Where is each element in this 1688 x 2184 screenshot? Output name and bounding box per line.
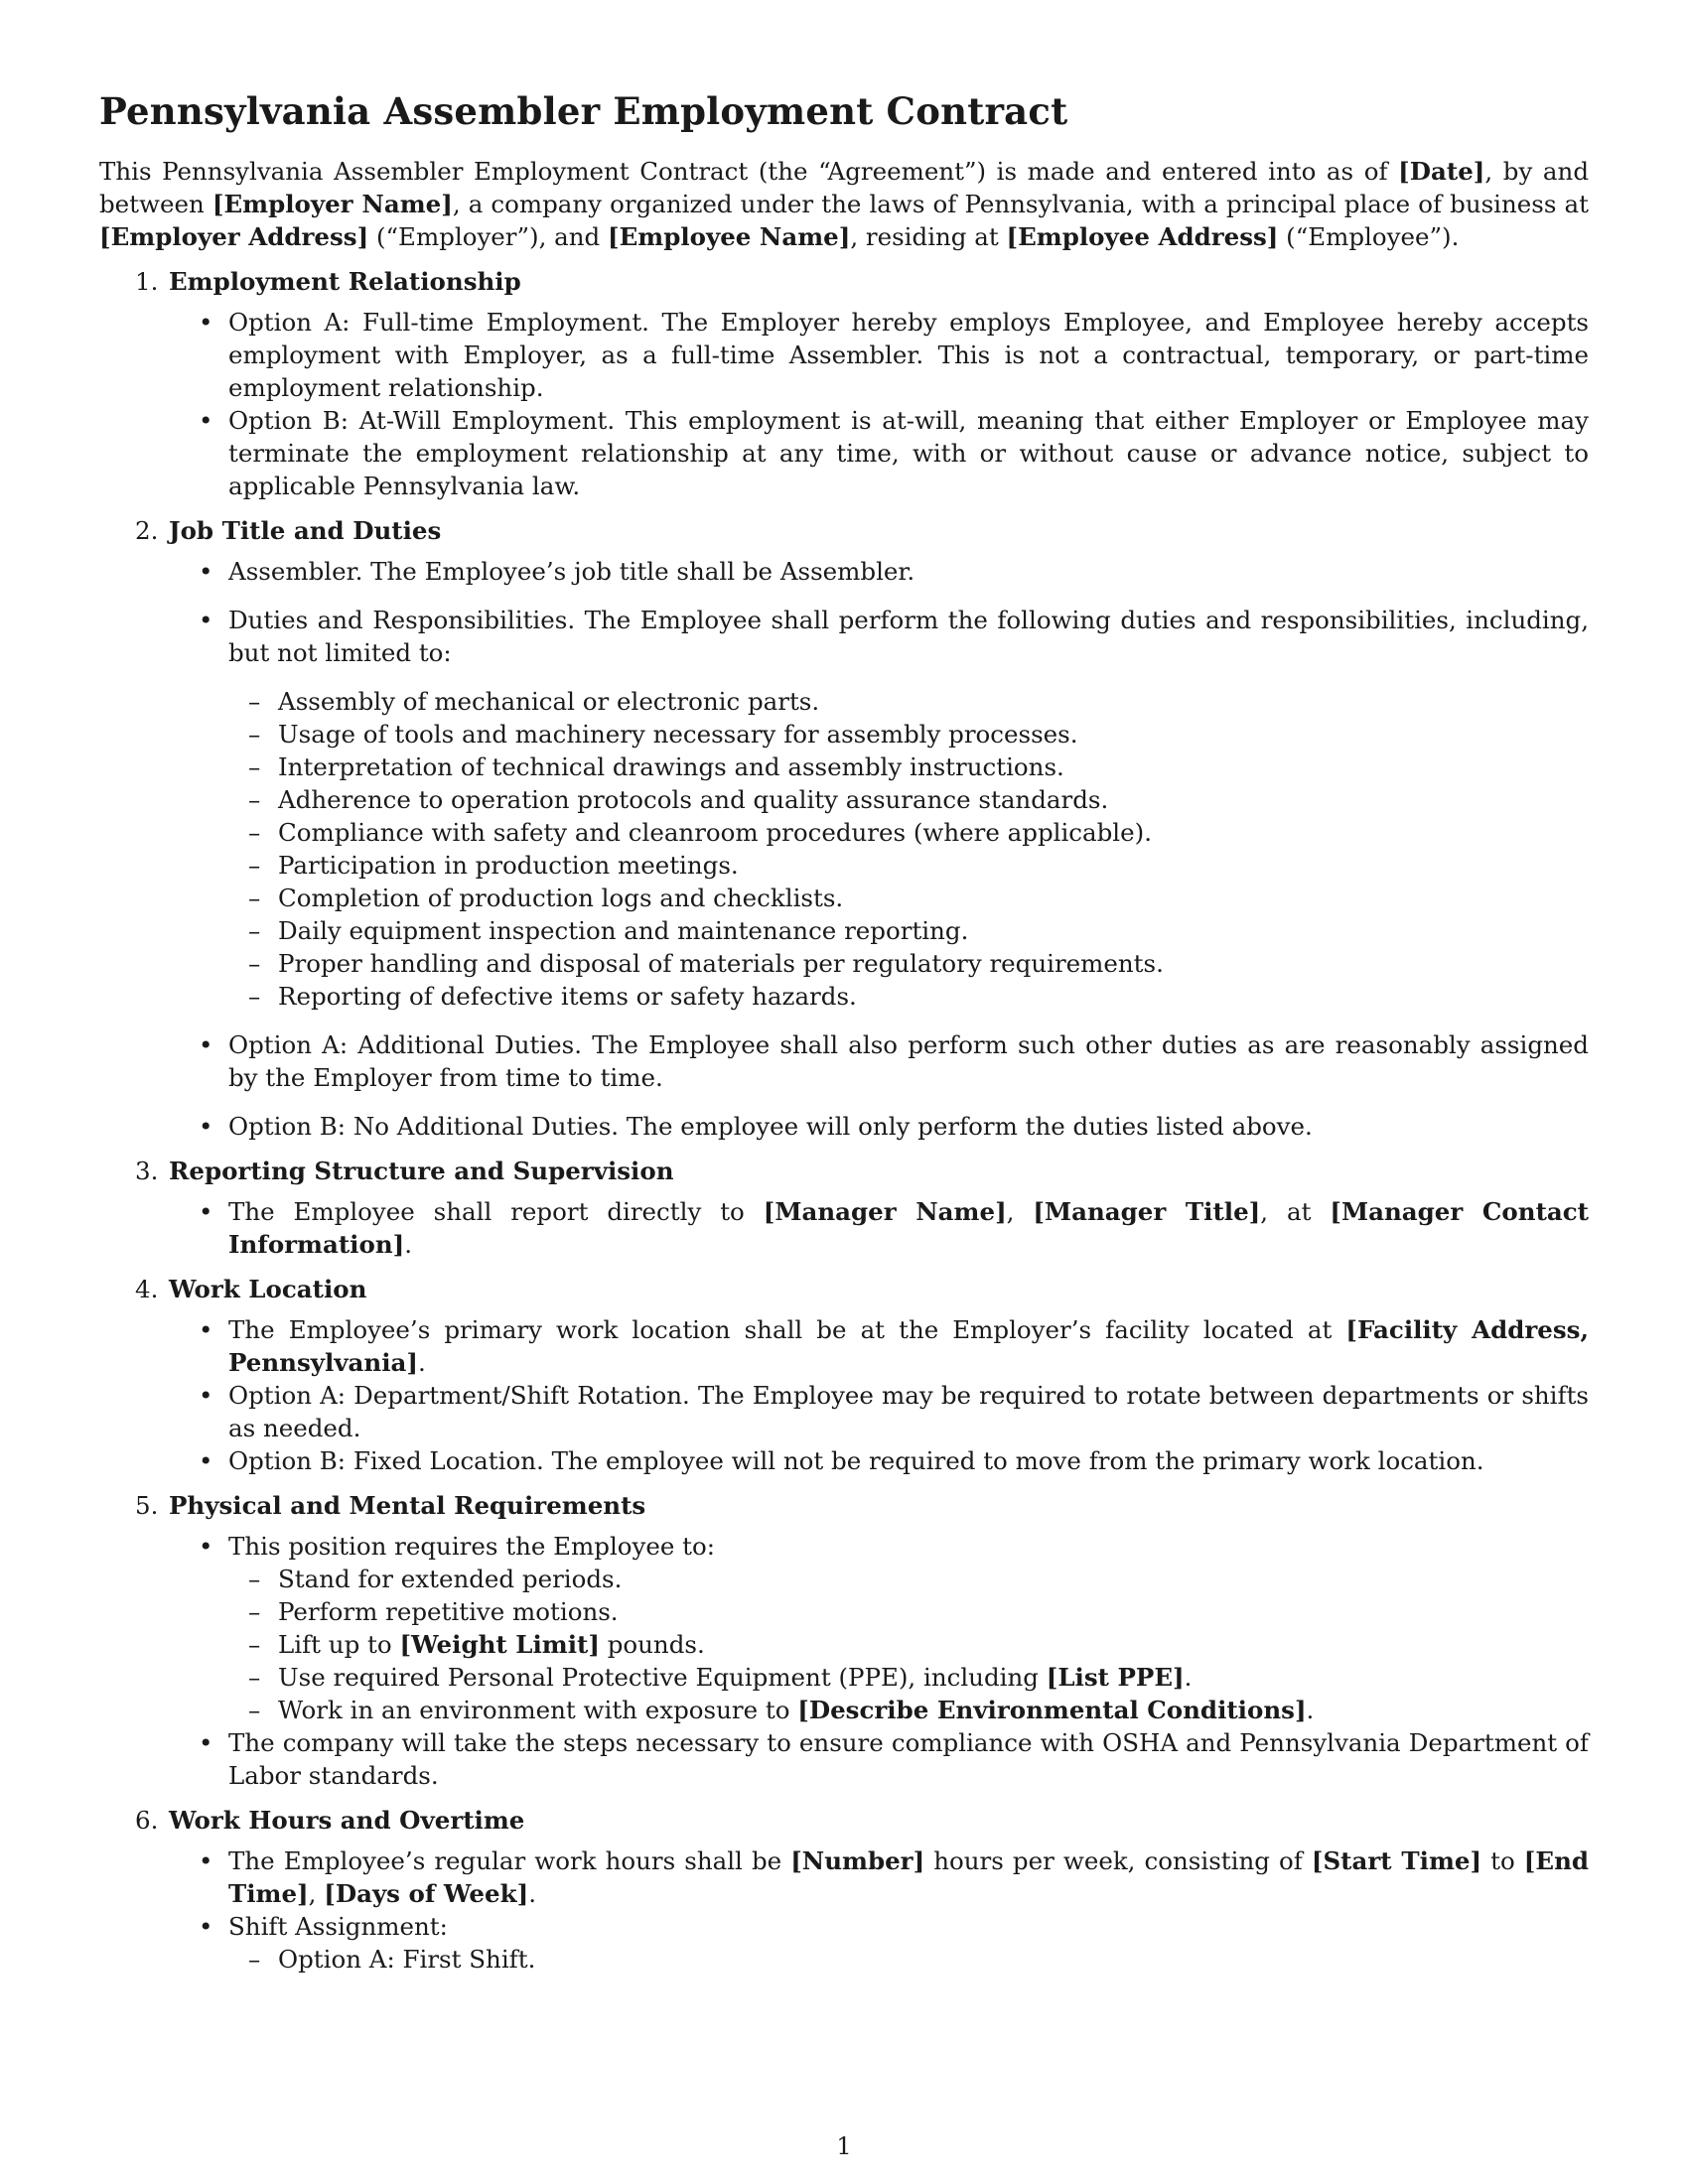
bullet-item: • Assembler. The Employee’s job title shall be Assembler. xyxy=(99,555,1589,588)
bullet-list xyxy=(99,1313,1589,1477)
intro-text: This Pennsylvania Assembler Employment Contract (the “Agreement”) is made and entered into as of xyxy=(99,157,1399,186)
bullet-item: • Option B: No Additional Duties. The employee will only perform the duties listed above. xyxy=(99,1110,1589,1143)
page-number: 1 xyxy=(836,2132,852,2160)
document-page xyxy=(99,89,1589,1987)
duty-item: – Daily equipment inspection and maintenance reporting. xyxy=(228,914,1589,947)
intro-text: (“Employer”), and xyxy=(368,222,609,251)
section-number: 1. xyxy=(135,267,159,296)
section-heading xyxy=(99,265,1589,298)
bullet-item: • The company will take the steps necessary to ensure compliance with OSHA and Pennsylvania Department of Labor standards. xyxy=(99,1726,1589,1792)
section-title: Employment Relationship xyxy=(169,267,521,296)
section-title: Physical and Mental Requirements xyxy=(169,1491,646,1520)
section-heading xyxy=(99,1155,1589,1187)
requirements-list xyxy=(228,1563,1589,1726)
bullet-text: The Employee’s regular work hours shall be xyxy=(228,1846,791,1875)
section-title: Job Title and Duties xyxy=(169,516,442,545)
intro-text: (“Employee”). xyxy=(1278,222,1460,251)
end-time-placeholder: [End Time] xyxy=(228,1846,1590,1908)
days-of-week-placeholder: [Days of Week] xyxy=(324,1879,529,1908)
bullet-item xyxy=(99,1195,1589,1261)
bullet-text: Duties and Responsibilities. The Employee shall perform the following duties and responsibilities, including, but not limited to: xyxy=(228,606,1589,667)
bullet-item xyxy=(99,604,1589,1013)
section-job-title-duties xyxy=(99,514,1589,1143)
duty-item: – Participation in production meetings. xyxy=(228,849,1589,882)
weight-limit-placeholder: [Weight Limit] xyxy=(399,1630,600,1659)
section-physical-mental-requirements xyxy=(99,1489,1589,1792)
bullet-text: The Employee shall report directly to xyxy=(228,1197,764,1226)
bullet-list xyxy=(99,1844,1589,1976)
requirement-item xyxy=(228,1628,1589,1661)
section-title: Work Location xyxy=(169,1275,367,1303)
intro-text: , by and between xyxy=(99,157,1589,218)
requirement-item: – Stand for extended periods. xyxy=(228,1563,1589,1595)
bullet-text: Shift Assignment: xyxy=(228,1912,448,1941)
bullet-list xyxy=(99,306,1589,502)
requirement-item xyxy=(228,1661,1589,1694)
employer-address-placeholder: [Employer Address] xyxy=(99,222,369,251)
bullet-item xyxy=(99,1313,1589,1379)
shift-option-item: – Option A: First Shift. xyxy=(228,1943,1589,1976)
bullet-item: • Option B: At-Will Employment. This employment is at-will, meaning that either Employer or Employee may terminate the employment relationship at any time, with or without cause or advance notice, subject to applicable Pennsylvania law. xyxy=(99,404,1589,502)
employer-name-placeholder: [Employer Name] xyxy=(211,190,453,218)
bullet-item: • Option B: Fixed Location. The employee will not be required to move from the primary work location. xyxy=(99,1444,1589,1477)
requirement-text: . xyxy=(1184,1663,1193,1692)
section-number: 4. xyxy=(135,1275,159,1303)
requirement-text: pounds. xyxy=(599,1630,705,1659)
bullet-list xyxy=(99,1195,1589,1261)
sections-list xyxy=(99,265,1589,1976)
bullet-text: , xyxy=(1006,1197,1034,1226)
bullet-text: to xyxy=(1481,1846,1524,1875)
hours-number-placeholder: [Number] xyxy=(790,1846,925,1875)
section-title: Reporting Structure and Supervision xyxy=(169,1157,674,1185)
section-number: 2. xyxy=(135,516,159,545)
duty-item: – Adherence to operation protocols and quality assurance standards. xyxy=(228,783,1589,816)
manager-contact-placeholder: [Manager Contact Information] xyxy=(228,1197,1589,1259)
duty-item: – Assembly of mechanical or electronic parts. xyxy=(228,685,1589,718)
section-work-hours-overtime xyxy=(99,1804,1589,1976)
manager-title-placeholder: [Manager Title] xyxy=(1033,1197,1261,1226)
bullet-item: • Option A: Full-time Employment. The Employer hereby employs Employee, and Employee hereby accepts employment with Employer, as a full-time Assembler. This is not a contractual, temporary, or part-time employment relationship. xyxy=(99,306,1589,404)
manager-name-placeholder: [Manager Name] xyxy=(763,1197,1007,1226)
requirement-text: Lift up to xyxy=(278,1630,400,1659)
duty-item: – Proper handling and disposal of materials per regulatory requirements. xyxy=(228,947,1589,980)
facility-address-placeholder: [Facility Address, Pennsylvania] xyxy=(228,1315,1589,1377)
section-work-location xyxy=(99,1273,1589,1477)
requirement-text: Work in an environment with exposure to xyxy=(278,1696,798,1724)
bullet-list xyxy=(99,555,1589,1143)
bullet-text: . xyxy=(418,1348,426,1377)
ppe-list-placeholder: [List PPE] xyxy=(1046,1663,1185,1692)
bullet-text: This position requires the Employee to: xyxy=(228,1532,716,1561)
requirement-item xyxy=(228,1694,1589,1726)
employee-name-placeholder: [Employee Name] xyxy=(608,222,851,251)
bullet-item: • Option A: Department/Shift Rotation. The Employee may be required to rotate between departments or shifts as needed. xyxy=(99,1379,1589,1444)
environmental-conditions-placeholder: [Describe Environmental Conditions] xyxy=(797,1696,1307,1724)
requirement-text: Use required Personal Protective Equipment (PPE), including xyxy=(278,1663,1047,1692)
bullet-item xyxy=(99,1910,1589,1976)
section-heading xyxy=(99,1804,1589,1837)
section-heading xyxy=(99,514,1589,547)
bullet-item xyxy=(99,1844,1589,1910)
bullet-item: • Option A: Additional Duties. The Employee shall also perform such other duties as are reasonably assigned by the Employer from time to time. xyxy=(99,1028,1589,1094)
date-placeholder: [Date] xyxy=(1398,157,1485,186)
intro-text: , a company organized under the laws of Pennsylvania, with a principal place of business at xyxy=(452,190,1589,218)
shift-options-list xyxy=(228,1943,1589,1976)
bullet-text: The Employee’s primary work location shall be at the Employer’s facility located at xyxy=(228,1315,1346,1344)
employee-address-placeholder: [Employee Address] xyxy=(1006,222,1279,251)
section-number: 3. xyxy=(135,1157,159,1185)
duty-item: – Interpretation of technical drawings and assembly instructions. xyxy=(228,751,1589,783)
document-title: Pennsylvania Assembler Employment Contract xyxy=(99,89,1068,133)
section-reporting-structure xyxy=(99,1155,1589,1261)
bullet-text: , xyxy=(308,1879,325,1908)
bullet-text: . xyxy=(528,1879,536,1908)
section-number: 5. xyxy=(135,1491,159,1520)
section-number: 6. xyxy=(135,1806,159,1835)
duty-item: – Reporting of defective items or safety hazards. xyxy=(228,980,1589,1013)
duties-list xyxy=(228,685,1589,1013)
requirement-item: – Perform repetitive motions. xyxy=(228,1595,1589,1628)
intro-paragraph xyxy=(99,155,1589,253)
section-heading xyxy=(99,1273,1589,1305)
bullet-text: hours per week, consisting of xyxy=(924,1846,1312,1875)
section-title: Work Hours and Overtime xyxy=(169,1806,525,1835)
section-heading xyxy=(99,1489,1589,1522)
duty-item: – Completion of production logs and checklists. xyxy=(228,882,1589,914)
duty-item: – Compliance with safety and cleanroom procedures (where applicable). xyxy=(228,816,1589,849)
bullet-text: . xyxy=(404,1230,413,1259)
duty-item: – Usage of tools and machinery necessary for assembly processes. xyxy=(228,718,1589,751)
intro-text: , residing at xyxy=(850,222,1007,251)
bullet-text: , at xyxy=(1260,1197,1331,1226)
bullet-list xyxy=(99,1530,1589,1792)
section-employment-relationship xyxy=(99,265,1589,502)
requirement-text: . xyxy=(1306,1696,1315,1724)
bullet-item xyxy=(99,1530,1589,1726)
start-time-placeholder: [Start Time] xyxy=(1311,1846,1482,1875)
